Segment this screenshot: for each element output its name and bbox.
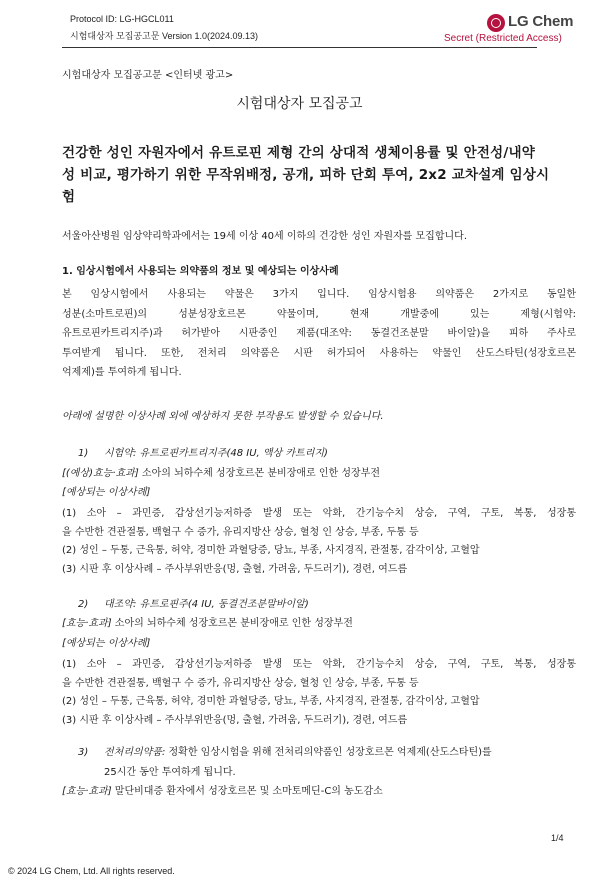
drug-name: 대조약: 유트로핀주(4 IU, 동결건조분말바이알) — [104, 599, 309, 610]
efficacy-line — [62, 617, 353, 630]
adverse-event-line: (1) 소아 – 과민증, 갑상선기능저하증 발생 또는 악화, 간기능수치 상승, 구역, 구토, 복통, 성장통 — [62, 659, 576, 670]
paragraph-line: 억제제)를 투여하게 됩니다. — [62, 367, 182, 378]
drug3-text: 정확한 임상시험을 위해 전처리의약품인 성장호르몬 억제제(산도스타틴)를 — [165, 747, 492, 758]
adverse-event-line: (2) 성인 – 두통, 근육통, 허약, 경미한 과혈당증, 당뇨, 부종, 사지경직, 관절통, 감각이상, 고혈압 — [62, 545, 480, 556]
drug3-line — [104, 746, 492, 759]
drug3-text-continued: 25시간 동안 투여하게 됩니다. — [104, 767, 236, 778]
efficacy-line — [62, 467, 380, 480]
adverse-event-line: (2) 성인 – 두통, 근육통, 허약, 경미한 과혈당증, 당뇨, 부종, 사지경직, 관절통, 감각이상, 고혈압 — [62, 696, 480, 707]
section-paragraph — [62, 285, 576, 383]
classification-label: Secret (Restricted Access) — [444, 33, 562, 44]
paragraph-line: 유트로핀카트리지주)과 허가받아 시판중인 제품(대조약: 동결건조분말 바이알)을 피하 주사로 — [62, 328, 576, 339]
lg-face-logo-icon — [487, 14, 505, 32]
document-version: 시험대상자 모집공고문 Version 1.0(2024.09.13) — [70, 31, 259, 41]
adverse-events-list — [62, 505, 576, 579]
paragraph-line: 성분(소마트로핀)의 성분성장호르몬 약물이며, 현재 개발중에 있는 제형(시험약: — [62, 308, 576, 320]
efficacy-text: 소아의 뇌하수체 성장호르몬 분비장애로 인한 성장부전 — [138, 468, 381, 479]
efficacy-label: [(예상)효능·효과] — [62, 468, 139, 479]
page-number: 1/4 — [551, 833, 564, 843]
study-title-line: 험 — [62, 189, 76, 205]
brand-name: LG Chem — [508, 13, 574, 30]
subheader: 시험대상자 모집공고문 <인터넷 광고> — [62, 70, 234, 81]
drug-number: 1) — [78, 448, 89, 459]
adverse-events-label: [예상되는 이상사례] — [62, 487, 151, 498]
header-divider — [62, 47, 537, 48]
adverse-event-line: 을 수반한 견관절통, 백혈구 수 증가, 유리지방산 상승, 혈청 인 상승, 부종, 두통 등 — [62, 677, 419, 689]
intro-text: 서울아산병원 임상약리학과에서는 19세 이상 40세 이하의 건강한 성인 자원자를 모집합니다. — [62, 231, 467, 242]
efficacy-line — [62, 785, 383, 798]
study-title-line: 건강한 성인 자원자에서 유트로핀 제형 간의 상대적 생체이용률 및 안전성/내약 — [62, 145, 535, 161]
protocol-id: Protocol ID: LG-HGCL011 — [70, 14, 174, 24]
paragraph-line: 투여받게 됩니다. 또한, 전처리 의약품은 시판 허가되어 사용하는 약물인 산도스타틴(성장호르몬 — [62, 347, 576, 359]
drug-number: 2) — [78, 599, 89, 610]
adverse-events-label: [예상되는 이상사례] — [62, 638, 151, 649]
notice-text: 아래에 설명한 이상사례 외에 예상하지 못한 부작용도 발생할 수 있습니다. — [62, 411, 384, 422]
drug-number: 3) — [78, 747, 89, 758]
efficacy-text: 말단비대증 환자에서 성장호르몬 및 소마토메딘-C의 농도감소 — [111, 786, 383, 797]
adverse-events-list — [62, 656, 576, 730]
section-heading: 1. 임상시험에서 사용되는 의약품의 정보 및 예상되는 이상사례 — [62, 266, 339, 277]
study-title — [62, 142, 549, 208]
efficacy-label: [효능·효과] — [62, 786, 112, 797]
drug-name: 전처리의약품: — [104, 747, 166, 758]
copyright: © 2024 LG Chem, Ltd. All rights reserved. — [8, 866, 175, 876]
paragraph-line: 본 임상시험에서 사용되는 약물은 3가지 입니다. 임상시험용 의약품은 2가지로 동일한 — [62, 289, 576, 300]
adverse-event-line: (1) 소아 – 과민증, 갑상선기능저하증 발생 또는 악화, 간기능수치 상승, 구역, 구토, 복통, 성장통 — [62, 508, 576, 519]
adverse-event-line: 을 수반한 견관절통, 백혈구 수 증가, 유리지방산 상승, 혈청 인 상승, 부종, 두통 등 — [62, 526, 419, 538]
lg-chem-logo — [487, 13, 597, 35]
study-title-line: 성 비교, 평가하기 위한 무작위배정, 공개, 피하 단회 투여, 2x2 교차설계 임상시 — [62, 167, 550, 183]
adverse-event-line: (3) 시판 후 이상사례 – 주사부위반응(멍, 출혈, 가려움, 두드러기), 경련, 여드름 — [62, 563, 408, 575]
efficacy-text: 소아의 뇌하수체 성장호르몬 분비장애로 인한 성장부전 — [111, 618, 353, 629]
efficacy-label: [효능·효과] — [62, 618, 112, 629]
drug-name: 시험약: 유트로핀카트리지주(48 IU, 액상 카트리지) — [104, 448, 328, 459]
page-title: 시험대상자 모집공고 — [236, 96, 363, 112]
adverse-event-line: (3) 시판 후 이상사례 – 주사부위반응(멍, 출혈, 가려움, 두드러기), 경련, 여드름 — [62, 714, 408, 726]
